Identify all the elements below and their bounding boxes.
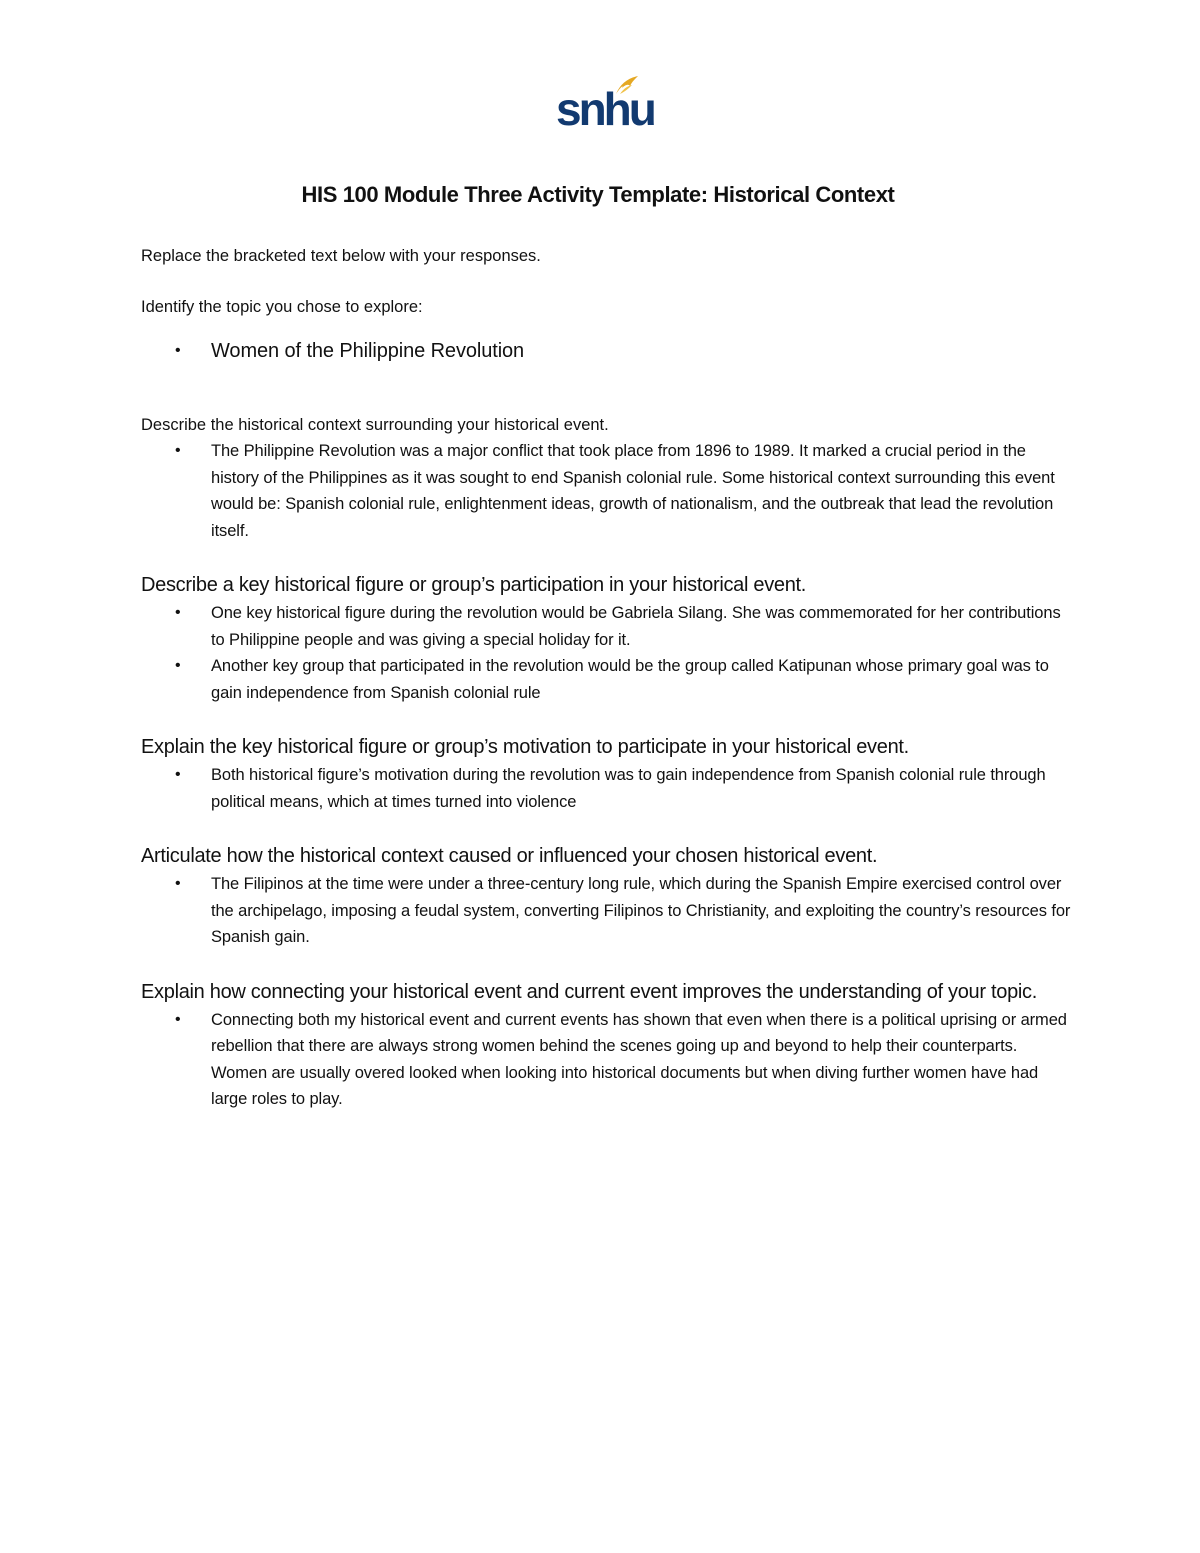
section-3-prompt: Explain the key historical figure or group’s motivation to participate in your historical event.: [141, 736, 909, 758]
document-title: HIS 100 Module Three Activity Template: Historical Context: [301, 182, 895, 207]
section-5-prompt: Explain how connecting your historical event and current event improves the understanding of your topic.: [141, 980, 1037, 1003]
list-item: [175, 871, 1071, 951]
section-3-bullets: [141, 762, 1071, 815]
section-2-answer-1: One key historical figure during the revolution would be Gabriela Silang. She was commemorated for her contributions to Philippine people and was giving a special holiday for it.: [211, 604, 1061, 649]
list-item: [175, 1007, 1071, 1113]
list-item: [175, 600, 1071, 653]
topic-list: [141, 336, 1071, 366]
topic-answer: Women of the Philippine Revolution: [211, 340, 525, 362]
section-1-answer-1: The Philippine Revolution was a major conflict that took place from 1896 to 1989. It marked a crucial period in the history of the Philippines as it was sought to end Spanish colonial rule. Some historical context surrounding this event would be: Spanish colonial rule, enlightenment ideas, growth of nationalism, and the outbreak that lead the revolution itself.: [211, 442, 1055, 540]
bullet-icon: •: [175, 657, 181, 674]
bullet-icon: •: [175, 766, 181, 783]
document-body: [141, 243, 1071, 1113]
section-2-bullets: [141, 600, 1071, 706]
section-5-bullets: [141, 1007, 1071, 1113]
section-4-answer-1: The Filipinos at the time were under a three-century long rule, which during the Spanish Empire exercised control over the archipelago, imposing a feudal system, converting Filipinos to Christianity, and exploiting the country’s resources for Spanish gain.: [211, 875, 1071, 946]
section-1-bullets: [141, 438, 1071, 544]
topic-prompt: Identify the topic you chose to explore:: [141, 298, 423, 316]
bullet-icon: •: [175, 442, 181, 459]
list-item: [175, 653, 1071, 706]
list-item: [175, 762, 1071, 815]
bullet-icon: •: [175, 342, 181, 359]
instruction-text: Replace the bracketed text below with your responses.: [141, 247, 541, 265]
section-3-answer-1: Both historical figure’s motivation during the revolution was to gain independence from Spanish colonial rule through political means, which at times turned into violence: [211, 766, 1046, 811]
section-1-prompt: Describe the historical context surrounding your historical event.: [141, 416, 609, 434]
section-5-answer-1: Connecting both my historical event and current events has shown that even when there is a political uprising or armed rebellion that there are always strong women behind the scenes going up and beyond to help their counterparts. Women are usually overed looked when looking into historical documents but when diving further women have had large roles to play.: [211, 1010, 1067, 1108]
section-4-bullets: [141, 871, 1071, 951]
section-2-prompt: Describe a key historical figure or group’s participation in your historical event.: [141, 574, 807, 596]
list-item: [175, 438, 1071, 544]
bullet-icon: •: [175, 875, 181, 892]
logo-wordmark: snhu: [556, 83, 654, 135]
section-2-answer-2: Another key group that participated in the revolution would be the group called Katipunan whose primary goal was to gain independence from Spanish colonial rule: [211, 657, 1049, 702]
list-item: [175, 336, 1071, 366]
bullet-icon: •: [175, 1010, 181, 1028]
snhu-logo: [552, 72, 654, 135]
section-4-prompt: Articulate how the historical context caused or influenced your chosen historical event.: [141, 845, 878, 867]
bullet-icon: •: [175, 604, 181, 621]
